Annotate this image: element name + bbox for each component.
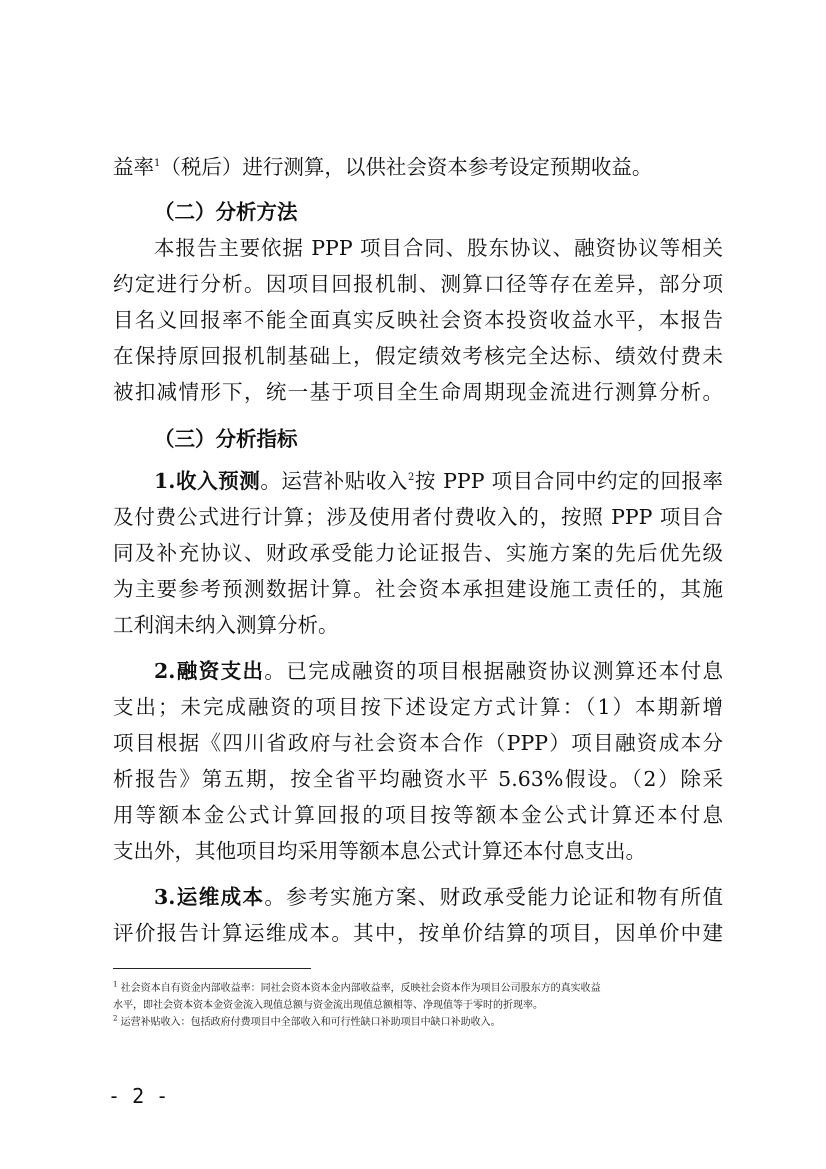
paragraph-line: 本报告主要依据 PPP 项目合同、股东协议、融资协议等相关: [154, 236, 723, 260]
paragraph-line: 支出外，其他项目均采用等额本息公式计算还本付息支出。: [113, 839, 646, 863]
paragraph-line: 用等额本金公式计算回报的项目按等额本金公式计算还本付息: [113, 803, 723, 827]
paragraph-line: 2.融资支出。已完成融资的项目根据融资协议测算还本付息: [154, 659, 723, 683]
paragraph-line: 在保持原回报机制基础上，假定绩效考核完全达标、绩效付费未: [113, 344, 723, 368]
page-number: - 2 -: [108, 1084, 169, 1108]
paragraph-line: 支出；未完成融资的项目按下述设定方式计算：（1）本期新增: [113, 695, 723, 719]
paragraph-line: 评价报告计算运维成本。其中，按单价结算的项目，因单价中建: [113, 921, 723, 945]
section-heading-analysis-method: （二）分析方法: [154, 200, 298, 224]
footnote-ref-1: 1: [154, 158, 161, 170]
section-heading-analysis-indicators: （三）分析指标: [154, 427, 298, 451]
footnote-1: $^1$ 社会资本自有资金内部收益率：同社会资本资本金内部收益率，反映社会资本作为项目公司股东方的真实收益: [113, 980, 601, 994]
paragraph-line: 析报告》第五期，按全省平均融资水平 5.63%假设。（2）除采: [113, 767, 723, 791]
paragraph-line: 1.收入预测。运营补贴收入$^2$按 PPP 项目合同中约定的回报率: [154, 469, 723, 493]
paragraph-line: 项目根据《四川省政府与社会资本合作（PPP）项目融资成本分: [113, 731, 723, 755]
footnote-ref-2: 2: [407, 472, 415, 484]
paragraph-line: 同及补充协议、财政承受能力论证报告、实施方案的先后优先级: [113, 541, 723, 565]
footnote-2: $^2$ 运营补贴收入：包括政府付费项目中全部收入和可行性缺口补助项目中缺口补助收入。: [113, 1014, 501, 1028]
paragraph-line: 被扣减情形下，统一基于项目全生命周期现金流进行测算分析。: [113, 380, 723, 404]
item-label-revenue-forecast: 1.收入预测: [154, 469, 261, 493]
paragraph-line: 目名义回报率不能全面真实反映社会资本投资收益水平，本报告: [113, 308, 723, 332]
paragraph-line: 及付费公式进行计算；涉及使用者付费收入的，按照 PPP 项目合: [113, 505, 723, 529]
item-label-financing-expense: 2.融资支出: [154, 659, 265, 683]
paragraph-line: 3.运维成本。参考实施方案、财政承受能力论证和物有所值: [154, 885, 723, 909]
paragraph-line: 为主要参考预测数据计算。社会资本承担建设施工责任的，其施: [113, 577, 723, 601]
item-label-operation-cost: 3.运维成本: [154, 885, 265, 909]
paragraph-line: 益率$^1$（税后）进行测算，以供社会资本参考设定预期收益。: [113, 155, 653, 179]
footnote-divider: [113, 968, 311, 969]
paragraph-line: 工利润未纳入测算分析。: [113, 613, 339, 637]
paragraph-line: 约定进行分析。因项目回报机制、测算口径等存在差异，部分项: [113, 272, 723, 296]
footnote-1-cont: 水平，即社会资本资本金资金流入现值总额与资金流出现值总额相等、净现值等于零时的折现率。: [113, 1000, 543, 1011]
